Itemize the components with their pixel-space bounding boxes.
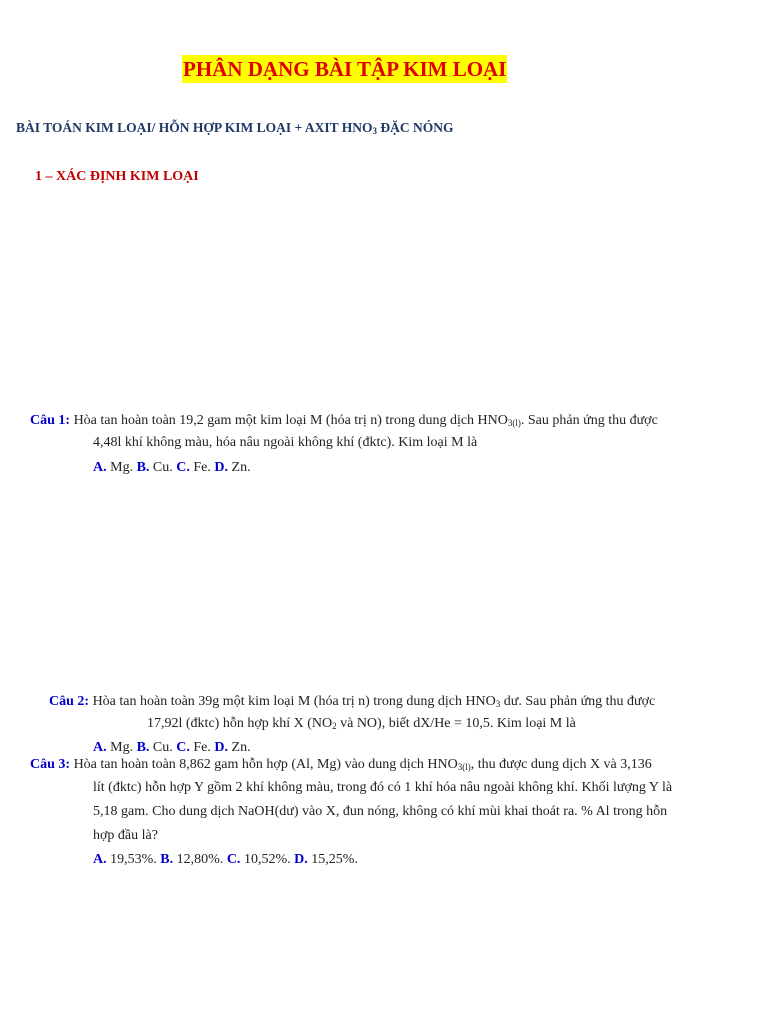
question-3-options: A. 19,53%. B. 12,80%. C. 10,52%. D. 15,25%.	[93, 852, 358, 867]
question-2-options: A. Mg. B. Cu. C. Fe. D. Zn.	[93, 740, 251, 755]
subtitle: BÀI TOÁN KIM LOẠI/ HỖN HỢP KIM LOẠI + AXIT $HNO_3$ ĐẶC NÓNG	[16, 120, 454, 136]
question-1-line-2: 4,48l khí không màu, hóa nâu ngoài không khí (đktc). Kim loại M là	[93, 435, 478, 450]
question-3-line-2: lít (đktc) hỗn hợp Y gồm 2 khí không màu, trong đó có 1 khí hóa nâu ngoài không khí. Khối lượng Y là	[93, 780, 673, 795]
question-3-line-3: 5,18 gam. Cho dung dịch NaOH(dư) vào X, đun nóng, không có khí mùi khai thoát ra. % Al trong hỗn	[93, 804, 668, 819]
question-3-line-4: hợp đầu là?	[93, 828, 158, 843]
question-2-line-1: Câu 2: Hòa tan hoàn toàn 39g một kim loại M (hóa trị n) trong dung dịch $HNO_3$ dư. Sau phản ứng thu được	[49, 694, 656, 709]
question-3-line-1: Câu 3: Hòa tan hoàn toàn 8,862 gam hỗn hợp (Al, Mg) vào dung dịch $HNO_{3(l)}$, thu được dung dịch X và 3,136	[30, 757, 652, 772]
page-title: PHÂN DẠNG BÀI TẬP KIM LOẠI	[183, 57, 507, 81]
section-heading: 1 – XÁC ĐỊNH KIM LOẠI	[35, 169, 199, 184]
question-1-line-1: Câu 1: Hòa tan hoàn toàn 19,2 gam một kim loại M (hóa trị n) trong dung dịch $HNO_{3(l)}$. Sau phản ứng thu được	[30, 413, 658, 428]
question-2-line-2: 17,92l (đktc) hỗn hợp khí X ($NO_2$ và NO), biết dX/He = 10,5. Kim loại M là	[147, 716, 576, 731]
question-1-options: A. Mg. B. Cu. C. Fe. D. Zn.	[93, 460, 251, 475]
